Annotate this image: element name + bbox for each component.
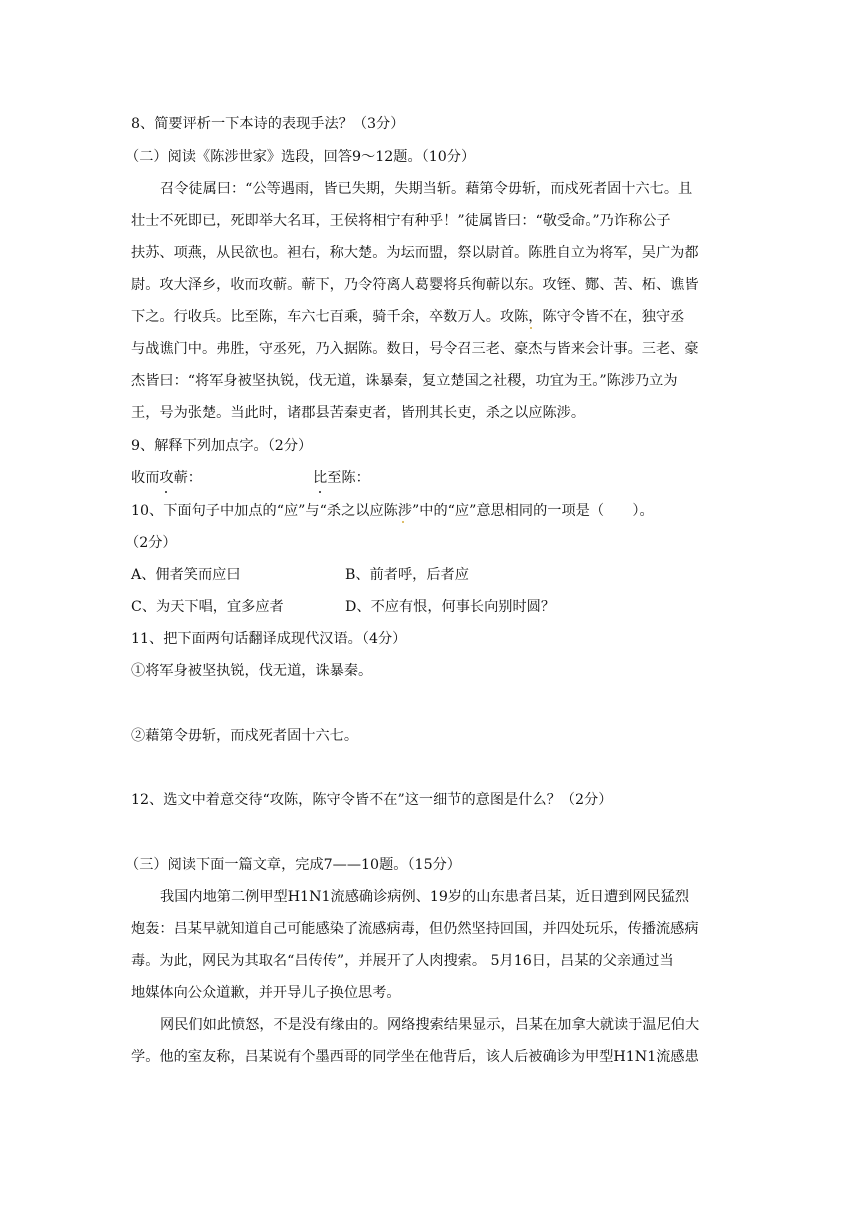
passage3-line-1: 我国内地第二例甲型H1N1流感确诊病例、19岁的山东患者吕某，近日遭到网民猛烈 — [160, 889, 690, 905]
stray-dot-mark — [530, 327, 532, 329]
question-10-line-1: 10、下面句子中加点的“应”与“杀之以应陈涉”中的“应”意思相同的一项是（ ）。 — [131, 503, 654, 519]
passage2-line-7: 杰皆曰：“将军身被坚执锐，伐无道，诛暴秦，复立楚国之社稷，功宜为王。”陈涉乃立为 — [131, 373, 678, 389]
q9-item1 — [131, 470, 202, 486]
option-c: C、为天下唱，宜多应者 — [131, 599, 284, 615]
question-10-options-row-2 — [131, 597, 731, 617]
passage2-line-8: 王，号为张楚。当此时，诸郡县苦秦吏者，皆刑其长吏，杀之以应陈涉。 — [131, 405, 586, 421]
question-12: 12、选文中着意交待“攻陈，陈守令皆不在”这一细节的意图是什么？（2分） — [131, 792, 613, 808]
question-11-item-1: ①将军身被坚执锐，伐无道，诛暴秦。 — [131, 663, 373, 679]
question-11: 11、把下面两句话翻译成现代汉语。（4分） — [131, 631, 407, 647]
passage3-line-4: 地媒体向公众道歉，并开导儿子换位思考。 — [131, 985, 401, 1001]
q9-item2 — [313, 468, 370, 488]
question-10-options-row-1 — [131, 565, 731, 585]
passage3-line-3: 毒。为此，网民为其取名“吕传传”，并展开了人肉搜索。 5月16日，吕某的父亲通过当 — [131, 953, 674, 969]
q9-item2-dotted-char: 比 — [313, 470, 328, 486]
passage2-line-4: 尉。攻大泽乡，收而攻蕲。蕲下，乃令符离人葛婴将兵徇蕲以东。攻铚、酂、苦、柘、谯皆 — [131, 277, 699, 293]
q9-item2-suffix: 至陈： — [327, 470, 370, 486]
question-9: 9、解释下列加点字。（2分） — [131, 438, 313, 454]
question-8: 8、简要评析一下本诗的表现手法？（3分） — [131, 116, 405, 132]
q9-item1-dotted-char: 攻 — [159, 470, 174, 486]
passage2-line-2: 壮士不死即已，死即举大名耳，王侯将相宁有种乎！”徒属皆曰：“敬受命。”乃诈称公子 — [131, 213, 671, 229]
section-2-heading: （二）阅读《陈涉世家》选段，回答9～12题。（10分） — [125, 149, 476, 165]
q9-item1-suffix: 蕲： — [173, 470, 202, 486]
passage2-line-3: 扶苏、项燕，从民欲也。袒右，称大楚。为坛而盟，祭以尉首。陈胜自立为将军，吴广为都 — [131, 245, 699, 261]
question-10-line-2: （2分） — [125, 535, 177, 551]
passage3-line-6: 学。他的室友称，吕某说有个墨西哥的同学坐在他背后，该人后被确诊为甲型H1N1流感患 — [131, 1049, 699, 1065]
passage2-line-6: 与战谯门中。弗胜，守丞死，乃入据陈。数日，号令召三老、豪杰与皆来会计事。三老、豪 — [131, 341, 699, 357]
section-3-heading: （三）阅读下面一篇文章，完成7——10题。（15分） — [125, 857, 461, 873]
passage2-line-5: 下之。行收兵。比至陈，车六七百乘，骑千余，卒数万人。攻陈，陈守令皆不在，独守丞 — [131, 309, 685, 325]
q9-item1-prefix: 收而 — [131, 470, 160, 486]
passage3-line-5: 网民们如此愤怒，不是没有缘由的。网络搜索结果显示，吕某在加拿大就读于温尼伯大 — [160, 1017, 700, 1033]
option-a: A、佣者笑而应曰 — [131, 567, 241, 583]
passage3-line-2: 炮轰：吕某早就知道自己可能感染了流感病毒，但仍然坚持回国，并四处玩乐，传播流感病 — [131, 921, 699, 937]
stray-dot-mark — [402, 521, 404, 523]
question-11-item-2: ②藉第令毋斩，而戍死者固十六七。 — [131, 728, 359, 744]
option-b: B、前者呼，后者应 — [345, 567, 469, 583]
passage2-line-1: 召令徒属曰：“公等遇雨，皆已失期，失期当斩。藉第令毋斩，而戍死者固十六七。且 — [160, 181, 693, 197]
question-9-items — [131, 468, 731, 488]
option-d: D、不应有恨，何事长向别时圆？ — [345, 599, 556, 615]
